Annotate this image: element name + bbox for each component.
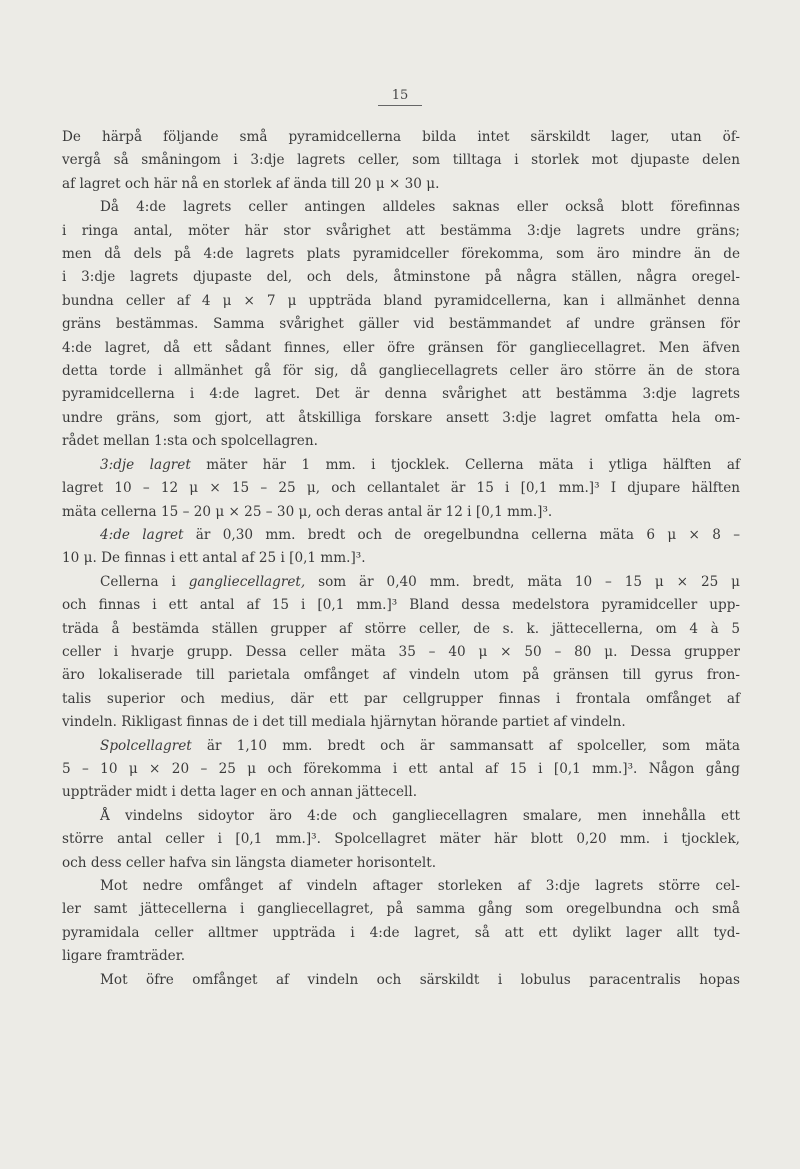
line-text: Mot nedre omfånget af vindeln aftager storleken af 3:dje lagrets större cel- (100, 878, 740, 894)
text-line (62, 360, 740, 383)
line-text: detta torde i allmänhet gå för sig, då gangliecellagrets celler äro större än de stora (62, 363, 740, 380)
line-text: är 0,30 mm. bredt och de oregelbundna cellerna mäta 6 μ × 8 – (183, 526, 740, 543)
line-text: gräns bestämmas. Samma svårighet gäller vid bestämmandet af undre gränsen för (62, 316, 740, 333)
text-line (62, 922, 740, 945)
page-number: 15 (378, 88, 422, 106)
line-text: ligare framträder. (62, 948, 186, 965)
line-text: Å vindelns sidoytor äro 4:de och gangliecellagren smalare, men innehålla ett (100, 807, 740, 824)
text-line (62, 337, 740, 360)
line-text: talis superior och medius, där ett par cellgrupper finnas i frontala omfånget af (62, 690, 740, 707)
line-text: som är 0,40 mm. bredt, mäta 10 – 15 μ × 25 μ (305, 573, 740, 590)
text-line (62, 196, 740, 219)
line-text: undre gräns, som gjort, att åtskilliga forskare ansett 3:dje lagret omfatta hela om- (62, 409, 740, 426)
italic-term: gangliecellagret, (188, 573, 306, 590)
text-line (62, 898, 740, 921)
text-line (62, 547, 740, 570)
line-text: i 3:dje lagrets djupaste del, och dels, åtminstone på några ställen, några oregel- (62, 269, 740, 286)
text-line (62, 243, 740, 266)
line-text: rådet mellan 1:sta och spolcellagren. (62, 433, 318, 450)
italic-term: Spolcellagret (100, 737, 192, 754)
line-text: äro lokaliserade till parietala omfånget af vindeln utom på gränsen till gyrus fron- (62, 667, 740, 684)
line-text: och finnas i ett antal af 15 i [0,1 mm.]³ Bland dessa medelstora pyramidceller upp- (62, 597, 740, 614)
text-line (62, 266, 740, 289)
line-text: är 1,10 mm. bredt och är sammansatt af spolceller, som mäta (191, 737, 740, 754)
text-line (62, 313, 740, 336)
text-line (62, 875, 740, 898)
text-line (62, 383, 740, 406)
text-line (62, 594, 740, 617)
text-line (62, 641, 740, 664)
text-line (62, 430, 740, 453)
body-text (62, 126, 740, 992)
line-text: lagret 10 – 12 μ × 15 – 25 μ, och cellantalet är 15 i [0,1 mm.]³ I djupare hälften (62, 480, 740, 497)
line-text: 5 – 10 μ × 20 – 25 μ och förekomma i ett antal af 15 i [0,1 mm.]³. Någon gång (62, 760, 740, 777)
line-text: pyramidala celler alltmer uppträda i 4:de lagret, så att ett dylikt lager allt tyd- (62, 924, 740, 941)
text-line (62, 618, 740, 641)
text-line (62, 945, 740, 968)
line-text: 10 μ. De finnas i ett antal af 25 i [0,1 mm.]³. (62, 550, 366, 567)
line-text: bundna celler af 4 μ × 7 μ uppträda bland pyramidcellerna, kan i allmänhet denna (62, 292, 740, 309)
text-line (62, 571, 740, 594)
line-text: men då dels på 4:de lagrets plats pyramidceller förekomma, som äro mindre än de (62, 246, 740, 263)
text-line (62, 290, 740, 313)
line-text: celler i hvarje grupp. Dessa celler mäta 35 – 40 μ × 50 – 80 μ. Dessa grupper (62, 643, 740, 660)
text-line (62, 688, 740, 711)
text-line (62, 758, 740, 781)
line-text: af lagret och här nå en storlek af ända till 20 μ × 30 μ. (62, 175, 440, 192)
line-text: vergå så småningom i 3:dje lagrets celler, som tilltaga i storlek mot djupaste delen (62, 152, 740, 169)
line-prefix: Cellerna i (100, 573, 189, 590)
line-text: Mot öfre omfånget af vindeln och särskildt i lobulus paracentralis hopas (100, 971, 740, 988)
text-line (62, 173, 740, 196)
line-text: ler samt jättecellerna i gangliecellagret, på samma gång som oregelbundna och små (62, 901, 740, 918)
text-line (62, 828, 740, 851)
text-line (62, 501, 740, 524)
text-line (62, 149, 740, 172)
line-text: i ringa antal, möter här stor svårighet att bestämma 3:dje lagrets undre gräns; (62, 222, 740, 239)
text-line (62, 524, 740, 547)
text-line (62, 477, 740, 500)
text-line (62, 407, 740, 430)
line-text: vindeln. Rikligast finnas de i det till mediala hjärnytan hörande partiet af vindeln. (62, 714, 626, 731)
line-text: De härpå följande små pyramidcellerna bilda intet särskildt lager, utan öf- (62, 129, 740, 145)
text-line (62, 735, 740, 758)
text-line (62, 805, 740, 828)
italic-term: 3:dje lagret (100, 456, 191, 473)
text-line (62, 454, 740, 477)
text-line (62, 852, 740, 875)
line-text: pyramidcellerna i 4:de lagret. Det är denna svårighet att bestämma 3:dje lagrets (62, 386, 740, 403)
line-text: uppträder midt i detta lager en och annan jättecell. (62, 784, 418, 801)
text-line (62, 664, 740, 687)
text-line (62, 126, 740, 149)
line-text: Då 4:de lagrets celler antingen alldeles saknas eller också blott förefinnas (100, 199, 740, 216)
line-text: mäta cellerna 15 – 20 μ × 25 – 30 μ, och deras antal är 12 i [0,1 mm.]³. (62, 503, 553, 520)
text-line (62, 781, 740, 804)
line-text: mäter här 1 mm. i tjocklek. Cellerna mäta i ytliga hälften af (190, 456, 740, 473)
line-text: 4:de lagret, då ett sådant finnes, eller öfre gränsen för gangliecellagret. Men äfven (62, 339, 740, 356)
text-line (62, 220, 740, 243)
italic-term: 4:de lagret (100, 526, 184, 543)
text-line (62, 711, 740, 734)
text-line (62, 969, 740, 992)
line-text: och dess celler hafva sin längsta diameter horisontelt. (62, 854, 437, 871)
line-text: större antal celler i [0,1 mm.]³. Spolcellagret mäter här blott 0,20 mm. i tjocklek, (62, 831, 740, 848)
line-text: träda å bestämda ställen grupper af större celler, de s. k. jättecellerna, om 4 à 5 (62, 620, 740, 637)
